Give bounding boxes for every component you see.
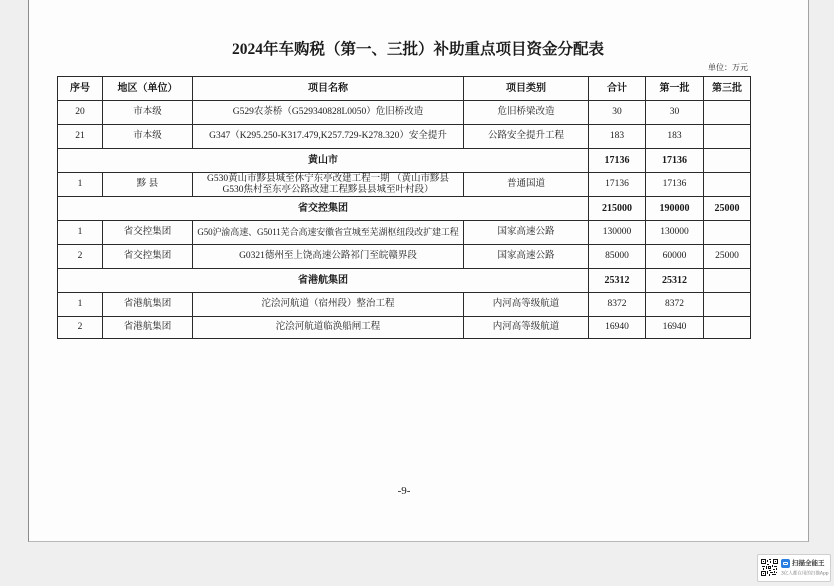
header-total: 合计 <box>589 77 646 101</box>
scanner-watermark-badge <box>757 554 831 582</box>
cell-batch3 <box>704 173 751 197</box>
cell-region: 省港航集团 <box>103 317 193 339</box>
cell-project-name: G530黄山市黟县城至休宁东亭改建工程一期 （黄山市黟县 G530焦村至东亭公路改建工程黟县县城至叶村段） <box>193 173 464 197</box>
header-project: 项目名称 <box>193 77 464 101</box>
group-label: 省交控集团 <box>58 197 589 221</box>
cell-region: 市本级 <box>103 101 193 125</box>
header-batch1: 第一批 <box>646 77 704 101</box>
cell-category: 国家高速公路 <box>464 221 589 245</box>
cell-project-name: 沱浍河航道临涣船闸工程 <box>193 317 464 339</box>
page-number: -9- <box>397 485 411 497</box>
table-row <box>58 245 751 269</box>
cell-batch1: 25312 <box>646 269 704 293</box>
scanner-app-name: 扫描全能王 <box>792 559 825 567</box>
cell-region: 黟 县 <box>103 173 193 197</box>
cell-batch3 <box>704 293 751 317</box>
header-region: 地区（单位） <box>103 77 193 101</box>
table-row <box>58 125 751 149</box>
cell-batch3: 25000 <box>704 197 751 221</box>
cell-batch3 <box>704 317 751 339</box>
header-batch3: 第三批 <box>704 77 751 101</box>
cell-index: 2 <box>58 317 103 339</box>
table-row <box>58 221 751 245</box>
header-index: 序号 <box>58 77 103 101</box>
cell-total: 85000 <box>589 245 646 269</box>
cell-index: 1 <box>58 173 103 197</box>
cell-batch3: 25000 <box>704 245 751 269</box>
cell-category: 危旧桥梁改造 <box>464 101 589 125</box>
cell-total: 183 <box>589 125 646 149</box>
cell-index: 21 <box>58 125 103 149</box>
cell-total: 130000 <box>589 221 646 245</box>
cell-index: 2 <box>58 245 103 269</box>
cell-category: 内河高等级航道 <box>464 293 589 317</box>
header-row <box>58 77 751 101</box>
cell-total: 8372 <box>589 293 646 317</box>
scanner-logo-icon <box>781 559 790 568</box>
cell-batch3 <box>704 269 751 293</box>
group-row <box>58 149 751 173</box>
table-row <box>58 101 751 125</box>
cell-region: 省港航集团 <box>103 293 193 317</box>
cell-batch1: 130000 <box>646 221 704 245</box>
group-label: 黄山市 <box>58 149 589 173</box>
allocation-table <box>57 76 751 339</box>
cell-total: 215000 <box>589 197 646 221</box>
cell-batch1: 8372 <box>646 293 704 317</box>
table-row <box>58 317 751 339</box>
cell-batch1: 60000 <box>646 245 704 269</box>
cell-batch3 <box>704 221 751 245</box>
cell-index: 1 <box>58 293 103 317</box>
cell-index: 1 <box>58 221 103 245</box>
cell-project-name: G0321德州至上饶高速公路祁门至皖赣界段 <box>193 245 464 269</box>
cell-total: 30 <box>589 101 646 125</box>
cell-batch1: 16940 <box>646 317 704 339</box>
group-label: 省港航集团 <box>58 269 589 293</box>
cell-batch1: 30 <box>646 101 704 125</box>
scanner-tagline: 3亿人都在用的扫描App <box>781 571 829 576</box>
table-row <box>58 173 751 197</box>
header-category: 项目类别 <box>464 77 589 101</box>
cell-region: 市本级 <box>103 125 193 149</box>
cell-index: 20 <box>58 101 103 125</box>
cell-total: 16940 <box>589 317 646 339</box>
document-title: 2024年车购税（第一、三批）补助重点项目资金分配表 <box>231 41 604 58</box>
cell-project-name: 沱浍河航道（宿州段）整治工程 <box>193 293 464 317</box>
group-row <box>58 269 751 293</box>
cell-project-name: G529农茶桥（G529340828L0050）危旧桥改造 <box>193 101 464 125</box>
cell-batch1: 190000 <box>646 197 704 221</box>
cell-batch3 <box>704 101 751 125</box>
cell-region: 省交控集团 <box>103 245 193 269</box>
cell-category: 国家高速公路 <box>464 245 589 269</box>
cell-project-name: G347（K295.250-K317.479,K257.729-K278.320）安全提升 <box>193 125 464 149</box>
cell-batch1: 17136 <box>646 149 704 173</box>
cell-category: 普通国道 <box>464 173 589 197</box>
cell-total: 17136 <box>589 149 646 173</box>
cell-batch3 <box>704 125 751 149</box>
cell-total: 25312 <box>589 269 646 293</box>
cell-total: 17136 <box>589 173 646 197</box>
table-row <box>58 293 751 317</box>
group-row <box>58 197 751 221</box>
cell-project-name: G50沪渝高速、G5011芜合高速安徽省宣城至芜湖枢纽段改扩建工程 <box>193 221 464 245</box>
cell-batch3 <box>704 149 751 173</box>
unit-label: 单位：万元 <box>708 63 748 72</box>
cell-category: 公路安全提升工程 <box>464 125 589 149</box>
cell-region: 省交控集团 <box>103 221 193 245</box>
cell-category: 内河高等级航道 <box>464 317 589 339</box>
cell-batch1: 183 <box>646 125 704 149</box>
qr-code-icon <box>761 559 778 576</box>
cell-batch1: 17136 <box>646 173 704 197</box>
